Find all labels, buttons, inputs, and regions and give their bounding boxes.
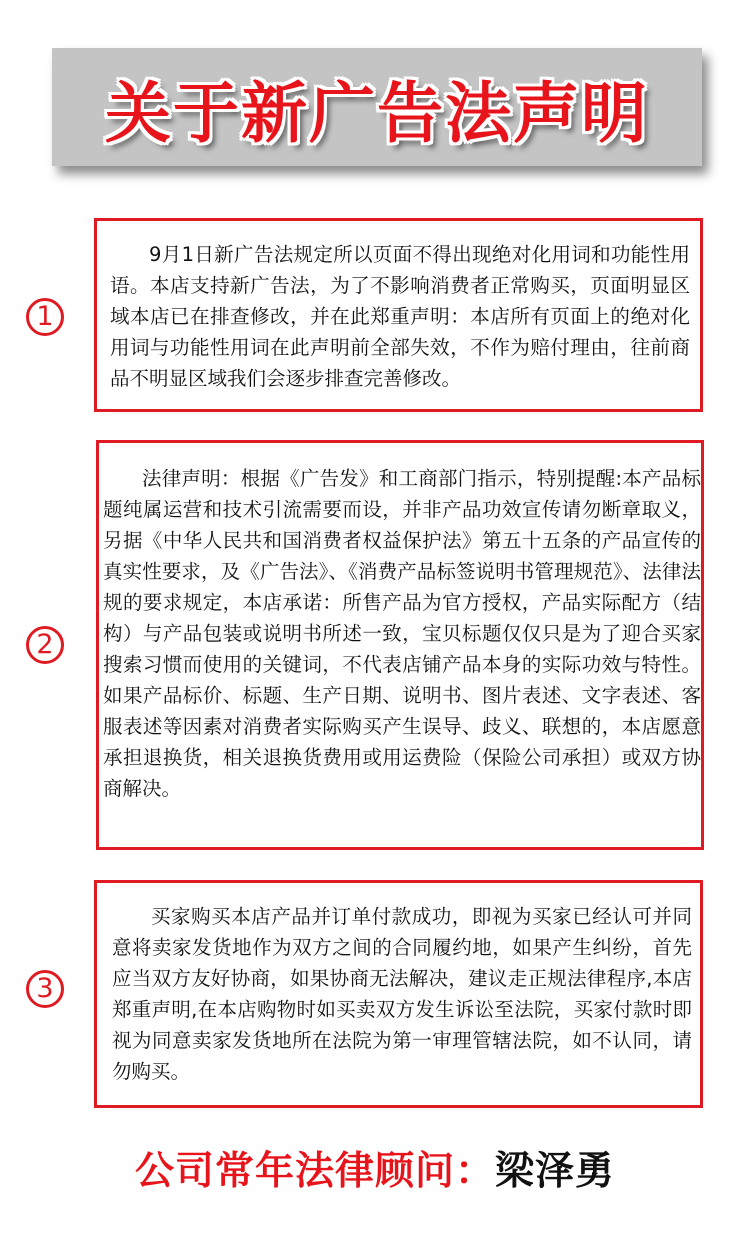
notice-number-1: 1 [26, 298, 64, 336]
notice-number-3: 3 [26, 970, 64, 1008]
page-title: 关于新广告法声明 [105, 74, 649, 152]
legal-advisor-name: 梁泽勇 [495, 1149, 616, 1194]
legal-advisor-label: 公司常年法律顾问： [134, 1149, 495, 1194]
notice-text-1: 9月1日新广告法规定所以页面不得出现绝对化用词和功能性用语。本店支持新广告法，为了不影响消费者正常购买，页面明显区域本店已在排查修改，并在此郑重声明：本店所有页面上的绝对化用词与功能性用词在此声明前全部失效，不作为赔付理由，往前商品不明显区域我们会逐步排查完善修改。 [110, 243, 690, 390]
title-banner [52, 48, 702, 166]
notice-text-3: 买家购买本店产品并订单付款成功，即视为买家已经认可并同意将卖家发货地作为双方之间的合同履约地，如果产生纠纷，首先应当双方友好协商，如果协商无法解决，建议走正规法律程序,本店郑重声明,在本店购物时如买卖双方发生诉讼至法院，买家付款时即视为同意卖家发货地所在法院为第一审理管辖法院，如不认同，请勿购买。 [112, 905, 692, 1083]
legal-advisor-line [0, 1140, 750, 1196]
notice-number-2: 2 [26, 626, 64, 664]
notice-text-2: 法律声明：根据《广告发》和工商部门指示，特别提醒:本产品标题纯属运营和技术引流需要而设，并非产品功效宣传请勿断章取义，另据《中华人民共和国消费者权益保护法》第五十五条的产品宣传的真实性要求，及《广告法》、《消费产品标签说明书管理规范》、法律法规的要求规定，本店承诺：所售产品为官方授权，产品实际配方（结构）与产品包装或说明书所述一致，宝贝标题仅仅只是为了迎合买家搜索习惯而使用的关键词，不代表店铺产品本身的实际功效与特性。如果产品标价、标题、生产日期、说明书、图片表述、文字表述、客服表述等因素对消费者实际购买产生误导、歧义、联想的，本店愿意承担退换货，相关退换货费用或用运费险（保险公司承担）或双方协商解决。 [103, 467, 701, 800]
